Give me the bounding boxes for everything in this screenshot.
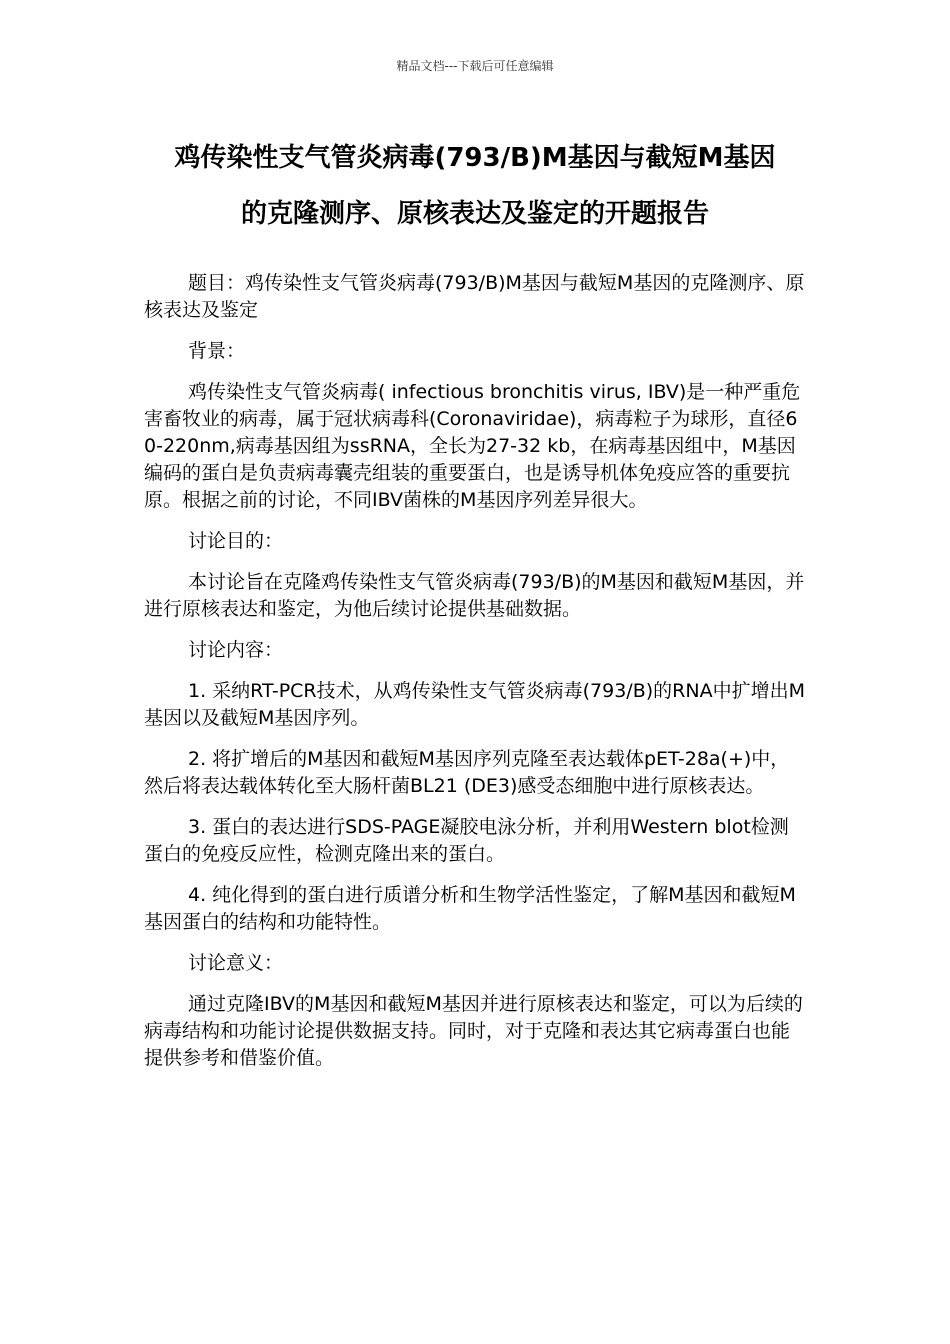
document-title-line-1: 鸡传染性支气管炎病毒(793/B)M基因与截短M基因 xyxy=(174,143,776,173)
document-body xyxy=(144,270,806,1086)
content-item-3: 3. 蛋白的表达进行SDS-PAGE凝胶电泳分析，并利用Western blot检测蛋白的免疫反应性，检测克隆出来的蛋白。 xyxy=(144,816,789,865)
content-heading: 讨论内容： xyxy=(188,639,284,661)
content-item-1: 1. 采纳RT-PCR技术，从鸡传染性支气管炎病毒(793/B)的RNA中扩增出M基因以及截短M基因序列。 xyxy=(144,680,805,729)
purpose-heading: 讨论目的： xyxy=(188,530,284,552)
significance-paragraph: 通过克隆IBV的M基因和截短M基因并进行原核表达和鉴定，可以为后续的病毒结构和功能讨论提供数据支持。同时，对于克隆和表达其它病毒蛋白也能提供参考和借鉴价值。 xyxy=(144,993,803,1069)
background-paragraph: 鸡传染性支气管炎病毒( infectious bronchitis virus, IBV)是一种严重危害畜牧业的病毒，属于冠状病毒科(Coronaviridae)，病毒粒子为球形，直径60-220nm,病毒基因组为ssRNA，全长为27-32 kb，在病毒基因组中，M基因编码的蛋白是负责病毒囊壳组装的重要蛋白，也是诱导机体免疫应答的重要抗原。根据之前的讨论，不同IBV菌株的M基因序列差异很大。 xyxy=(144,381,801,511)
background-heading: 背景： xyxy=(188,340,246,362)
document-title-line-2: 的克隆测序、原核表达及鉴定的开题报告 xyxy=(240,199,709,229)
purpose-paragraph: 本讨论旨在克隆鸡传染性支气管炎病毒(793/B)的M基因和截短M基因，并进行原核表达和鉴定，为他后续讨论提供基础数据。 xyxy=(144,571,805,620)
content-item-2: 2. 将扩增后的M基因和截短M基因序列克隆至表达载体pET-28a(+)中，然后将表达载体转化至大肠杆菌BL21 (DE3)感受态细胞中进行原核表达。 xyxy=(144,748,790,797)
document-title xyxy=(140,130,810,242)
content-item-4: 4. 纯化得到的蛋白进行质谱分析和生物学活性鉴定，了解M基因和截短M基因蛋白的结构和功能特性。 xyxy=(144,884,796,933)
topic-paragraph: 题目：鸡传染性支气管炎病毒(793/B)M基因与截短M基因的克隆测序、原核表达及鉴定 xyxy=(144,272,805,321)
significance-heading: 讨论意义： xyxy=(188,952,284,974)
header-note: 精品文档---下载后可任意编辑 xyxy=(396,59,554,73)
